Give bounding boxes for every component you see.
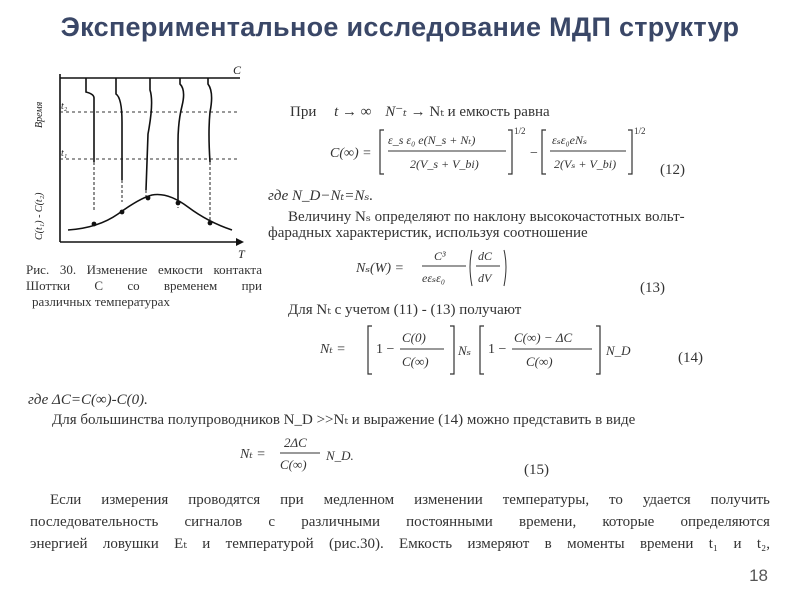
svg-text:C(∞): C(∞) — [280, 457, 307, 472]
svg-text:1 −: 1 − — [376, 342, 395, 357]
svg-text:C(∞) − ΔC: C(∞) − ΔC — [514, 330, 573, 345]
tick-t2: t₁ — [61, 148, 68, 159]
text-line-3: Величину Nₛ определяют по наклону высокочастотных вольт- — [288, 209, 685, 225]
svg-text:1/2: 1/2 — [634, 126, 646, 136]
svg-text:N_D.: N_D. — [326, 448, 354, 463]
caption-line: различных температурах — [32, 294, 170, 309]
svg-text:1 −: 1 − — [488, 342, 507, 357]
page-number: 18 — [749, 566, 768, 585]
equation-number-12: (12) — [660, 162, 685, 178]
svg-text:2(Vₛ + V_bi): 2(Vₛ + V_bi) — [554, 157, 617, 171]
caption-line: Рис. 30. Изменение емкости контакта — [26, 262, 262, 277]
transient-1 — [86, 78, 94, 162]
transient-5 — [208, 78, 212, 162]
svg-text:εₛε₀eNₛ: εₛε₀eNₛ — [552, 133, 588, 147]
svg-text:eεₛε₀: eεₛε₀ — [422, 271, 445, 285]
svg-text:2ΔC: 2ΔC — [284, 435, 307, 450]
svg-text:C³: C³ — [434, 249, 446, 263]
text-line-5: Для Nₜ с учетом (11) - (13) получают — [288, 302, 522, 318]
text-line-6: где ΔC=C(∞)-C(0). — [28, 392, 148, 408]
label-t: T — [238, 247, 245, 260]
tick-t1: t₂ — [61, 101, 68, 112]
svg-text:ε_s ε₀ e(N_s + Nₜ): ε_s ε₀ e(N_s + Nₜ) — [388, 133, 476, 147]
slide-title: Экспериментальное исследование МДП структур — [60, 12, 740, 42]
line1-prefix: При — [290, 104, 317, 120]
paragraph-line: последовательность сигналов с различными постоянными времени, которые определяются — [30, 514, 770, 530]
svg-text:−: − — [530, 146, 538, 161]
y-label-time: Время — [34, 101, 45, 128]
caption-line: Шоттки C со временем при — [26, 278, 262, 293]
text-line-1 — [290, 102, 550, 121]
label-c: C — [233, 63, 242, 77]
svg-text:Nₛ(W) =: Nₛ(W) = — [356, 261, 404, 276]
svg-text:Nₜ =: Nₜ = — [320, 342, 346, 357]
transient-3 — [146, 78, 152, 190]
text-line-4: фарадных характеристик, используя соотношение — [268, 225, 588, 241]
equation-number-14: (14) — [678, 350, 703, 366]
formula-12 — [330, 124, 650, 180]
svg-text:dV: dV — [478, 271, 492, 285]
svg-text:dC: dC — [478, 249, 493, 263]
formula-14 — [320, 320, 670, 380]
formula-13 — [356, 244, 526, 294]
line1-nt: N⁻ₜ → — [385, 104, 426, 120]
text-line-2: где N_D−Nₜ=Nₛ. — [268, 188, 374, 204]
transient-4 — [178, 78, 184, 202]
bottom-paragraph — [30, 489, 770, 555]
line1-suffix: Nₜ и емкость равна — [429, 104, 550, 120]
y-label-delta-c: C(t₁) - C(t₂) — [34, 192, 45, 240]
svg-text:C(∞): C(∞) — [402, 354, 429, 369]
formula-15 — [240, 432, 370, 478]
paragraph-line: энергией ловушки Eₜ и температурой (рис.30). Емкость измеряют в моменты времени t₁ и t₂, — [30, 536, 770, 552]
equation-number-15: (15) — [524, 462, 549, 478]
svg-text:C(0): C(0) — [402, 330, 426, 345]
svg-text:Nₜ =: Nₜ = — [240, 447, 266, 462]
svg-text:C(∞): C(∞) — [526, 354, 553, 369]
line1-limit: t → ∞ — [334, 104, 372, 120]
text-line-7: Для большинства полупроводников N_D >>Nₜ и выражение (14) можно представить в виде — [52, 412, 636, 428]
figure-caption — [26, 262, 262, 310]
x-axis-arrow — [236, 238, 244, 246]
svg-text:2(V_s + V_bi): 2(V_s + V_bi) — [410, 157, 479, 171]
svg-text:Nₛ: Nₛ — [458, 343, 472, 358]
svg-text:1/2: 1/2 — [514, 126, 526, 136]
transient-2 — [116, 78, 122, 180]
svg-text:C(∞) =: C(∞) = — [330, 146, 372, 161]
equation-number-13: (13) — [640, 280, 665, 296]
figure-30 — [28, 62, 263, 260]
svg-text:N_D: N_D — [606, 343, 631, 358]
paragraph-line: Если измерения проводятся при медленном изменении температуры, то удается получить — [50, 492, 770, 508]
